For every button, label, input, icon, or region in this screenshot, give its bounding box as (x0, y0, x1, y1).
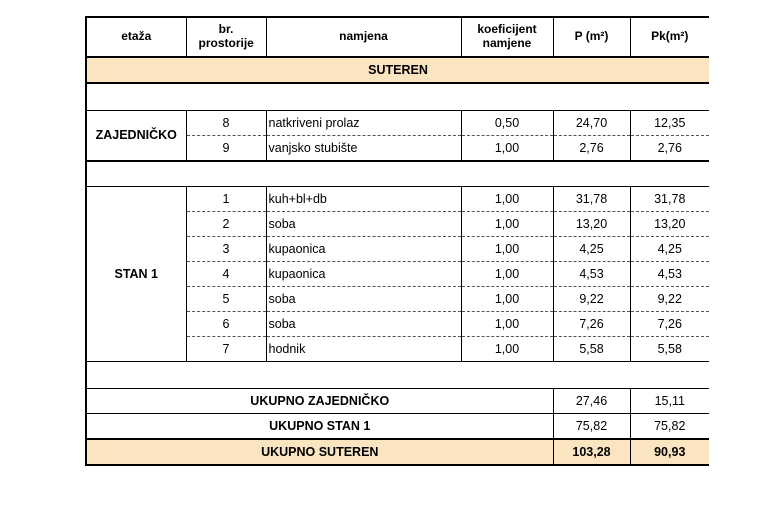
total-p: 75,82 (553, 414, 630, 440)
cell-br: 7 (186, 337, 266, 362)
header-p: P (m²) (553, 17, 630, 57)
cell-pk: 7,26 (630, 312, 709, 337)
cell-br: 2 (186, 212, 266, 237)
cell-p: 4,25 (553, 237, 630, 262)
cell-koef: 1,00 (461, 136, 553, 162)
cell-p: 13,20 (553, 212, 630, 237)
cell-p: 24,70 (553, 111, 630, 136)
header-pk: Pk(m²) (630, 17, 709, 57)
total-p: 103,28 (553, 439, 630, 465)
cell-namjena: kupaonica (266, 237, 461, 262)
total-label-zajednicko: UKUPNO ZAJEDNIČKO (86, 389, 553, 414)
cell-pk: 5,58 (630, 337, 709, 362)
cell-namjena: kupaonica (266, 262, 461, 287)
total-pk: 90,93 (630, 439, 709, 465)
header-row (86, 17, 709, 57)
spacer-cell (86, 161, 709, 187)
cell-namjena: vanjsko stubište (266, 136, 461, 162)
total-label-suteren: UKUPNO SUTEREN (86, 439, 553, 465)
cell-p: 31,78 (553, 187, 630, 212)
total-row (86, 414, 709, 440)
spacer-row (86, 161, 709, 187)
cell-namjena: hodnik (266, 337, 461, 362)
cell-namjena: natkriveni prolaz (266, 111, 461, 136)
cell-br: 3 (186, 237, 266, 262)
cell-namjena: soba (266, 287, 461, 312)
cell-br: 4 (186, 262, 266, 287)
table-row (86, 111, 709, 136)
cell-pk: 4,25 (630, 237, 709, 262)
cell-pk: 13,20 (630, 212, 709, 237)
cell-pk: 9,22 (630, 287, 709, 312)
header-br-prostorije: br. prostorije (186, 17, 266, 57)
total-pk: 15,11 (630, 389, 709, 414)
cell-namjena: kuh+bl+db (266, 187, 461, 212)
cell-p: 4,53 (553, 262, 630, 287)
spacer-row (86, 362, 709, 389)
section-row (86, 57, 709, 83)
total-label-stan-1: UKUPNO STAN 1 (86, 414, 553, 440)
total-pk: 75,82 (630, 414, 709, 440)
spacer-cell (86, 362, 709, 389)
cell-koef: 0,50 (461, 111, 553, 136)
cell-koef: 1,00 (461, 237, 553, 262)
group-label-zajednicko: ZAJEDNIČKO (86, 111, 186, 162)
cell-koef: 1,00 (461, 287, 553, 312)
cell-p: 9,22 (553, 287, 630, 312)
cell-br: 5 (186, 287, 266, 312)
area-table (85, 16, 709, 466)
cell-p: 2,76 (553, 136, 630, 162)
cell-pk: 12,35 (630, 111, 709, 136)
header-namjena: namjena (266, 17, 461, 57)
group-label-stan-1: STAN 1 (86, 187, 186, 362)
cell-koef: 1,00 (461, 262, 553, 287)
cell-koef: 1,00 (461, 212, 553, 237)
cell-namjena: soba (266, 212, 461, 237)
spacer-cell (86, 83, 709, 111)
cell-namjena: soba (266, 312, 461, 337)
cell-br: 9 (186, 136, 266, 162)
header-etaza: etaža (86, 17, 186, 57)
grand-total-row (86, 439, 709, 465)
cell-p: 5,58 (553, 337, 630, 362)
cell-br: 1 (186, 187, 266, 212)
cell-koef: 1,00 (461, 337, 553, 362)
cell-pk: 2,76 (630, 136, 709, 162)
cell-pk: 31,78 (630, 187, 709, 212)
cell-br: 6 (186, 312, 266, 337)
cell-pk: 4,53 (630, 262, 709, 287)
section-title: SUTEREN (86, 57, 709, 83)
table-row (86, 187, 709, 212)
total-row (86, 389, 709, 414)
total-p: 27,46 (553, 389, 630, 414)
cell-koef: 1,00 (461, 312, 553, 337)
cell-br: 8 (186, 111, 266, 136)
cell-p: 7,26 (553, 312, 630, 337)
spacer-row (86, 83, 709, 111)
header-koeficijent: koeficijent namjene (461, 17, 553, 57)
cell-koef: 1,00 (461, 187, 553, 212)
